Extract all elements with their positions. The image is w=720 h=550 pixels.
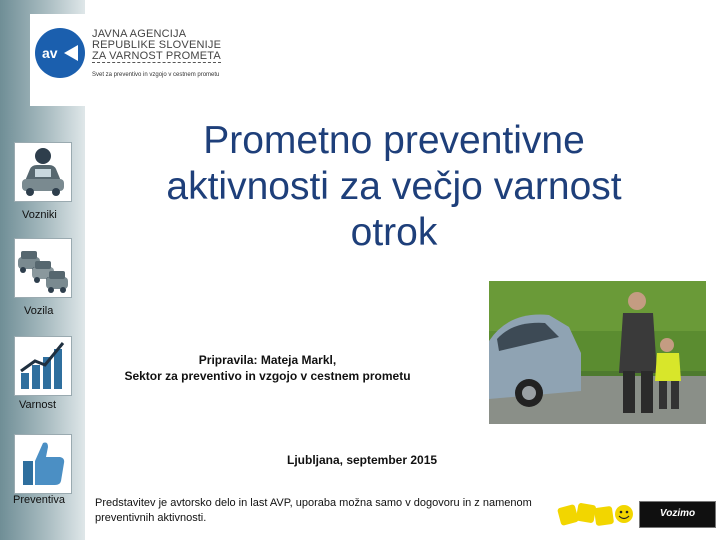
title-line-2: aktivnosti za večjo varnost: [166, 165, 622, 208]
copyright-note: Predstavitev je avtorsko delo in last AVP, uporaba možna samo v dogovoru in z namenom preventivnih aktivnosti.: [95, 497, 532, 524]
title-line-1: Prometno preventivne: [203, 119, 585, 162]
sidebar-item-preventiva: [0, 432, 85, 512]
rising-chart-icon: [14, 336, 72, 396]
brand-badge: Vozimo pametno!: [639, 501, 716, 528]
agency-logo: [30, 14, 292, 106]
campaign-badges: [557, 500, 637, 528]
slide-title: [105, 118, 683, 256]
sidebar-item-varnost: [0, 336, 85, 416]
sidebar-item-vozila: [0, 238, 85, 323]
sidebar-item-label: Preventiva: [13, 494, 65, 506]
thumbs-up-icon: [14, 434, 72, 494]
sidebar-item-vozniki: [0, 140, 85, 230]
svg-text:av: av: [42, 45, 58, 61]
place-date: Ljubljana, september 2015: [287, 453, 438, 467]
parent-child-car-photo: [489, 281, 706, 424]
agency-name: [92, 29, 221, 63]
author-name: Pripravila: Mateja Markl,: [198, 353, 337, 367]
sidebar-item-label: Vozila: [24, 305, 54, 317]
avp-logo-mark: [34, 27, 86, 79]
cars-icon: [14, 238, 72, 298]
sidebar-item-label: Varnost: [19, 399, 57, 411]
agency-name-line-1: JAVNA AGENCIJA: [92, 28, 187, 40]
title-line-3: otrok: [350, 211, 438, 254]
agency-subline: Svet za preventivo in vzgojo v cestnem prometu: [92, 72, 220, 78]
agency-name-line-3: ZA VARNOST PROMETA: [92, 50, 221, 62]
sidebar-item-label: Vozniki: [22, 209, 57, 221]
agency-name-line-2: REPUBLIKE SLOVENIJE: [92, 39, 222, 51]
driver-car-icon: [14, 142, 72, 202]
author-department: Sektor za preventivo in vzgojo v cestnem prometu: [124, 369, 411, 383]
author-block: [90, 352, 445, 384]
